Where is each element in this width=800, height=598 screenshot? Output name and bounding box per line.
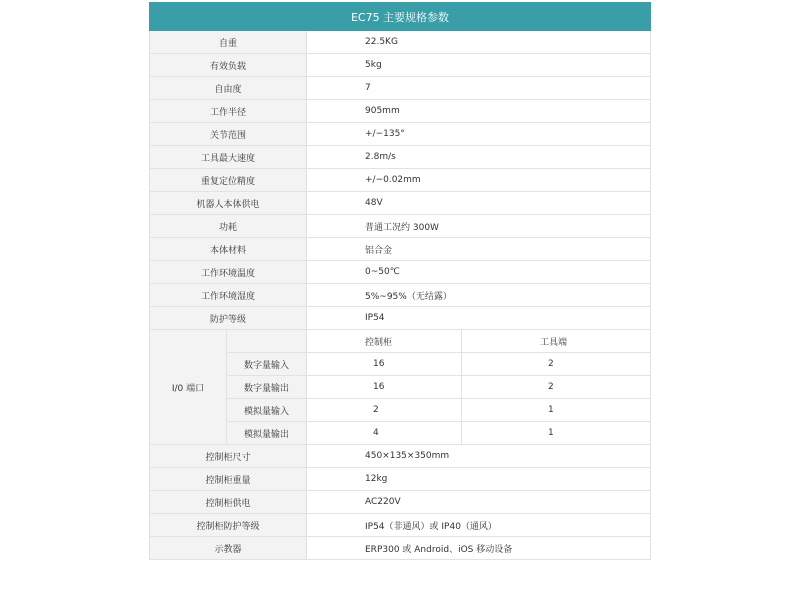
spec-label: 功耗 [150, 215, 307, 238]
spec-label: 控制柜防护等级 [150, 514, 307, 537]
spec-row-cabinet-power [150, 491, 651, 514]
spec-value: +/−0.02mm [307, 169, 651, 192]
spec-label: 工具最大速度 [150, 146, 307, 169]
spec-row-cabinet-protection [150, 514, 651, 537]
io-header-row [150, 330, 651, 353]
io-cell: 2 [462, 376, 651, 399]
spec-row-power-consumption [150, 215, 651, 238]
title-row [150, 3, 651, 31]
spec-value: AC220V [307, 491, 651, 514]
io-port-label: I/0 端口 [150, 330, 227, 445]
spec-value: 2.8m/s [307, 146, 651, 169]
io-cell: 16 [307, 353, 462, 376]
spec-label: 有效负载 [150, 54, 307, 77]
spec-label: 关节范围 [150, 123, 307, 146]
spec-row-temperature [150, 261, 651, 284]
spec-row-humidity [150, 284, 651, 307]
spec-value: 22.5KG [307, 31, 651, 54]
spec-row-joint-range [150, 123, 651, 146]
spec-row-payload [150, 54, 651, 77]
spec-value: IP54（非通风）或 IP40（通风） [307, 514, 651, 537]
spec-value: 铝合金 [307, 238, 651, 261]
spec-row-max-speed [150, 146, 651, 169]
io-row-label: 数字量输入 [227, 353, 307, 376]
io-row-label: 数字量输出 [227, 376, 307, 399]
io-cell: 2 [307, 399, 462, 422]
spec-value: IP54 [307, 307, 651, 330]
io-cell: 1 [462, 399, 651, 422]
io-row-label: 模拟量输入 [227, 399, 307, 422]
spec-label: 工作半径 [150, 100, 307, 123]
spec-label: 工作环境温度 [150, 261, 307, 284]
spec-label: 自重 [150, 31, 307, 54]
spec-label: 工作环境湿度 [150, 284, 307, 307]
spec-value: 48V [307, 192, 651, 215]
spec-row-reach [150, 100, 651, 123]
spec-value: 0~50℃ [307, 261, 651, 284]
io-cell: 4 [307, 422, 462, 445]
spec-value: 5kg [307, 54, 651, 77]
spec-label: 示教器 [150, 537, 307, 560]
spec-label: 机器人本体供电 [150, 192, 307, 215]
io-cell: 16 [307, 376, 462, 399]
spec-value: ERP300 或 Android、iOS 移动设备 [307, 537, 651, 560]
spec-label: 控制柜重量 [150, 468, 307, 491]
spec-row-protection [150, 307, 651, 330]
spec-value: 12kg [307, 468, 651, 491]
spec-table [149, 2, 651, 560]
spec-row-teach-pendant [150, 537, 651, 560]
spec-row-weight [150, 31, 651, 54]
spec-value: +/−135° [307, 123, 651, 146]
spec-row-cabinet-size [150, 445, 651, 468]
spec-row-power-supply [150, 192, 651, 215]
spec-label: 自由度 [150, 77, 307, 100]
io-col-tool-end: 工具端 [462, 330, 651, 353]
io-row-label: 模拟量输出 [227, 422, 307, 445]
spec-label: 控制柜供电 [150, 491, 307, 514]
spec-label: 重复定位精度 [150, 169, 307, 192]
spec-label: 控制柜尺寸 [150, 445, 307, 468]
table-title: EC75 主要规格参数 [150, 3, 651, 31]
spec-value: 5%~95%（无结露） [307, 284, 651, 307]
spec-label: 防护等级 [150, 307, 307, 330]
io-cell: 2 [462, 353, 651, 376]
spec-row-dof [150, 77, 651, 100]
spec-value: 7 [307, 77, 651, 100]
spec-row-cabinet-weight [150, 468, 651, 491]
spec-value: 450×135×350mm [307, 445, 651, 468]
spec-label: 本体材料 [150, 238, 307, 261]
spec-row-material [150, 238, 651, 261]
io-col-control-cabinet: 控制柜 [307, 330, 462, 353]
spec-value: 905mm [307, 100, 651, 123]
spec-row-repeatability [150, 169, 651, 192]
io-cell: 1 [462, 422, 651, 445]
spec-value: 普通工况约 300W [307, 215, 651, 238]
io-corner-cell [227, 330, 307, 353]
